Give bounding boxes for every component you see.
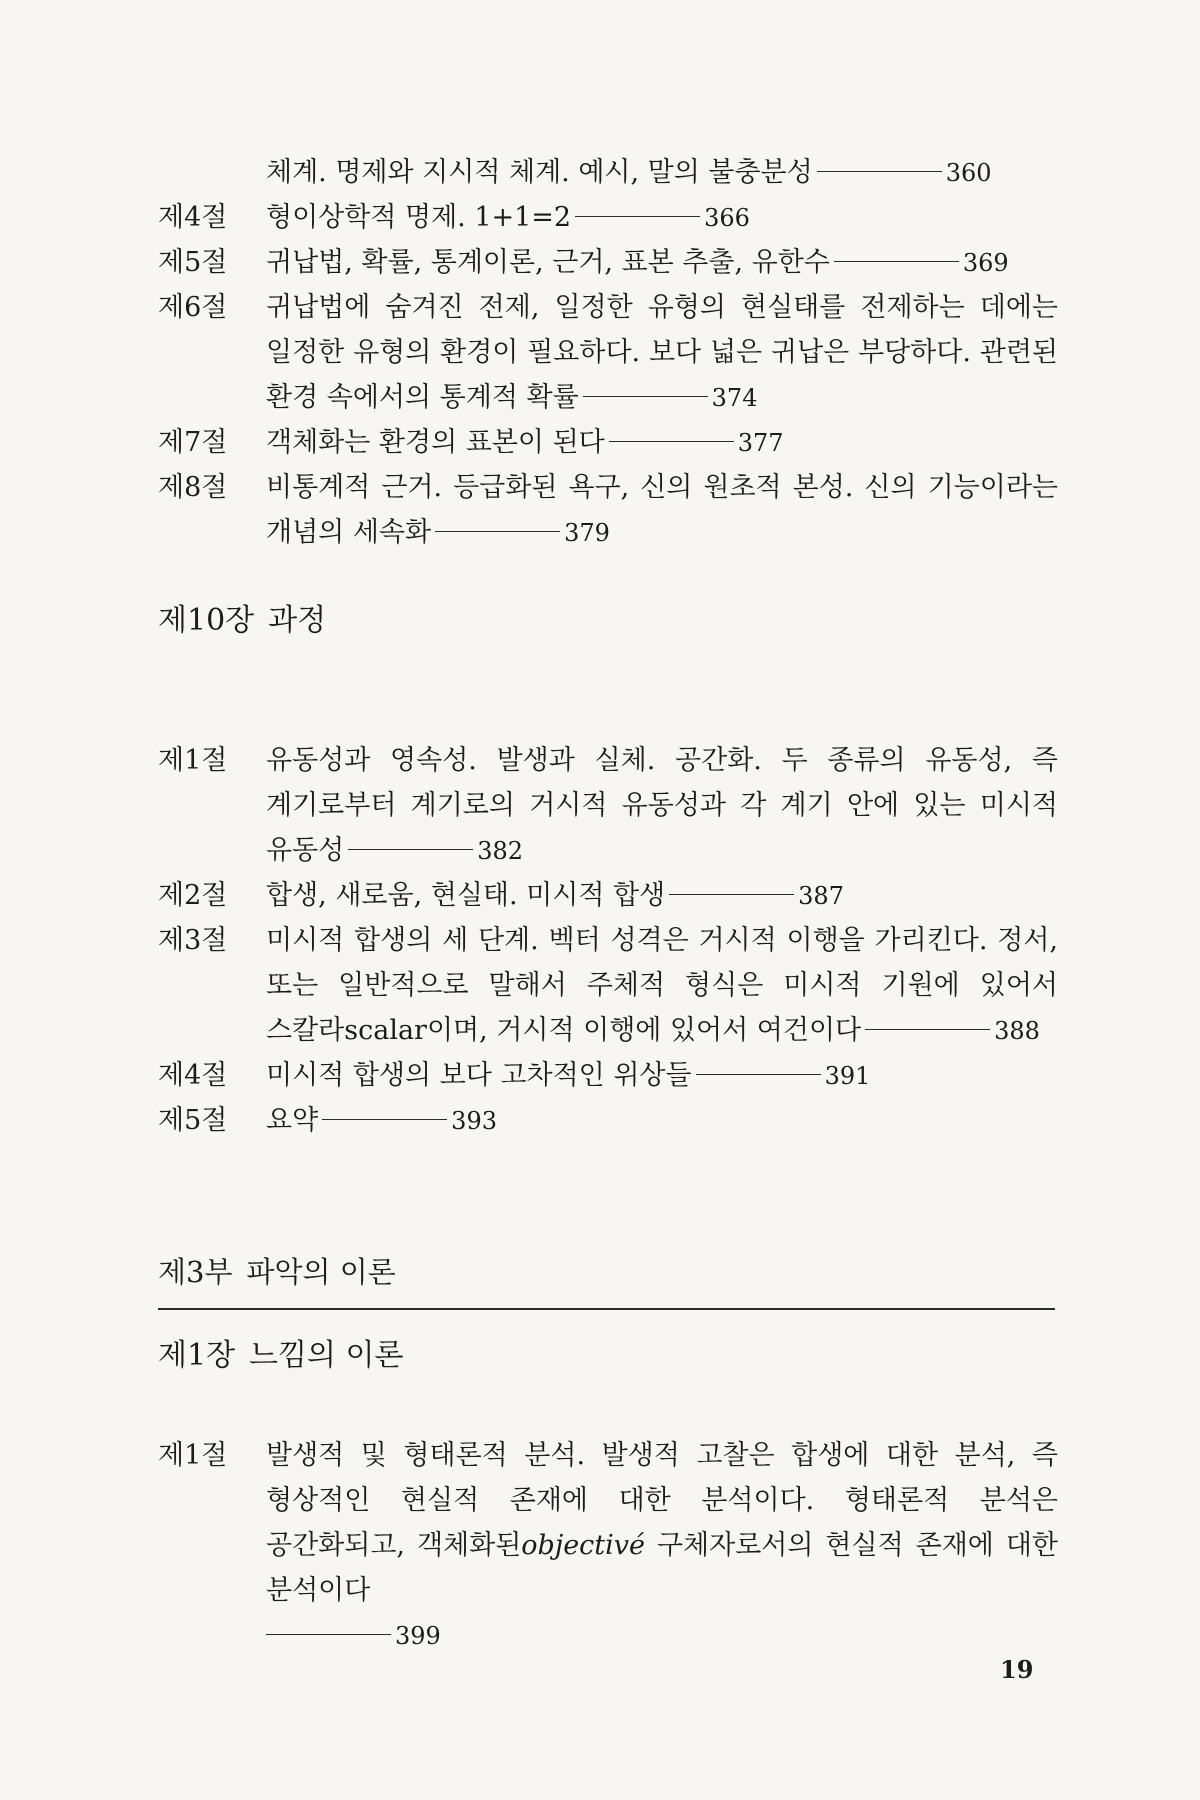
leader-line xyxy=(669,894,794,895)
toc-entry-foreign-term: objectivé xyxy=(521,1530,646,1561)
leader-line xyxy=(266,1634,391,1635)
toc-entry xyxy=(158,873,1058,919)
toc-entry-text: 구체자로서의 현실적 존재에 대한 분석이다 xyxy=(266,1530,1058,1606)
toc-page-number: 379 xyxy=(564,519,610,547)
toc-page-number: 387 xyxy=(798,882,844,910)
leader-line xyxy=(435,531,560,532)
toc-entry-text: 발생적 및 형태론적 분석. 발생적 고찰은 합생에 대한 분석, 즉 형상적인 현실적 존재에 대한 분석이다. 형태론적 분석은 공간화되고, 객체화된 xyxy=(266,1440,1058,1561)
toc-entry xyxy=(158,1053,1058,1099)
leader-line xyxy=(865,1029,990,1030)
toc-entry-text: 미시적 합생의 세 단계. 벡터 성격은 거시적 이행을 가리킨다. 정서, 또는 일반적으로 말해서 주체적 형식은 미시적 기원에 있어서 스칼라scalar이며, 거시적 이행에 있어서 여건이다 xyxy=(266,925,1058,1046)
part-heading xyxy=(158,1250,396,1295)
leader-line xyxy=(696,1074,821,1075)
toc-entry-text: 객체화는 환경의 표본이 된다 xyxy=(266,427,605,458)
toc-page-number: 388 xyxy=(994,1017,1040,1045)
chapter-number: 제10장 xyxy=(158,603,255,638)
toc-page-number: 360 xyxy=(945,159,992,187)
page-number: 19 xyxy=(1000,1655,1034,1684)
toc-entry-text: 귀납법에 숨겨진 전제, 일정한 유형의 현실태를 전제하는 데에는 일정한 유형의 환경이 필요하다. 보다 넓은 귀납은 부당하다. 관련된 환경 속에서의 통계적 확률 xyxy=(266,292,1058,413)
section-label: 제4절 xyxy=(158,202,228,233)
toc-page-number: 377 xyxy=(737,429,784,457)
toc-entry-text: 유동성과 영속성. 발생과 실체. 공간화. 두 종류의 유동성, 즉 계기로부터 계기로의 거시적 유동성과 각 계기 안에 있는 미시적 유동성 xyxy=(266,745,1058,866)
toc-entry-text: 체계. 명제와 지시적 체계. 예시, 말의 불충분성 xyxy=(266,157,813,188)
toc-entry xyxy=(158,195,1058,241)
toc-entry xyxy=(158,285,1058,421)
section-label: 제8절 xyxy=(158,472,228,503)
toc-page-number: 374 xyxy=(711,384,758,412)
part-number: 제3부 xyxy=(158,1255,233,1289)
section-label: 제1절 xyxy=(158,1440,228,1471)
toc-page-number: 382 xyxy=(477,837,524,865)
toc-entry xyxy=(158,240,1058,286)
toc-entry xyxy=(158,918,1058,1054)
toc-page-number: 366 xyxy=(704,204,750,232)
leader-line xyxy=(575,216,700,217)
toc-entry-text: 합생, 새로움, 현실태. 미시적 합생 xyxy=(266,880,666,911)
toc-entry-text: 비통계적 근거. 등급화된 욕구, 신의 원초적 본성. 신의 기능이라는 개념의 세속화 xyxy=(266,472,1058,548)
section-label: 제3절 xyxy=(158,925,228,956)
section-label: 제2절 xyxy=(158,880,228,911)
chapter-title: 과정 xyxy=(268,603,327,638)
chapter-heading xyxy=(158,1333,403,1378)
toc-entry xyxy=(158,1433,1058,1659)
toc-page-number: 369 xyxy=(962,249,1009,277)
toc-entry-text: 미시적 합생의 보다 고차적인 위상들 xyxy=(266,1060,692,1091)
toc-entry-text: 요약 xyxy=(266,1105,319,1136)
leader-line xyxy=(322,1119,447,1120)
toc-entry xyxy=(158,420,1058,466)
toc-entry xyxy=(158,1098,1058,1144)
part-divider xyxy=(158,1308,1055,1310)
leader-line xyxy=(817,171,942,172)
chapter-title: 느낌의 이론 xyxy=(249,1338,404,1373)
toc-page-number: 399 xyxy=(395,1622,441,1650)
chapter-heading xyxy=(158,598,326,643)
section-label: 제5절 xyxy=(158,247,228,278)
section-label: 제4절 xyxy=(158,1060,228,1091)
section-label: 제6절 xyxy=(158,292,228,323)
part-title: 파악의 이론 xyxy=(246,1255,396,1289)
chapter-number: 제1장 xyxy=(158,1338,236,1373)
toc-page-number: 393 xyxy=(451,1107,497,1135)
leader-line xyxy=(834,261,959,262)
toc-entry-text: 형이상학적 명제. 1+1=2 xyxy=(266,202,572,233)
toc-entry xyxy=(158,465,1058,556)
section-label: 제1절 xyxy=(158,745,228,776)
toc-page-number: 391 xyxy=(824,1062,871,1090)
section-label: 제5절 xyxy=(158,1105,228,1136)
leader-line xyxy=(583,396,708,397)
toc-continuation xyxy=(158,150,1058,196)
toc-entry xyxy=(158,738,1058,874)
leader-line xyxy=(348,849,473,850)
leader-line xyxy=(609,441,734,442)
section-label: 제7절 xyxy=(158,427,228,458)
toc-entry-text: 귀납법, 확률, 통계이론, 근거, 표본 추출, 유한수 xyxy=(266,247,830,278)
